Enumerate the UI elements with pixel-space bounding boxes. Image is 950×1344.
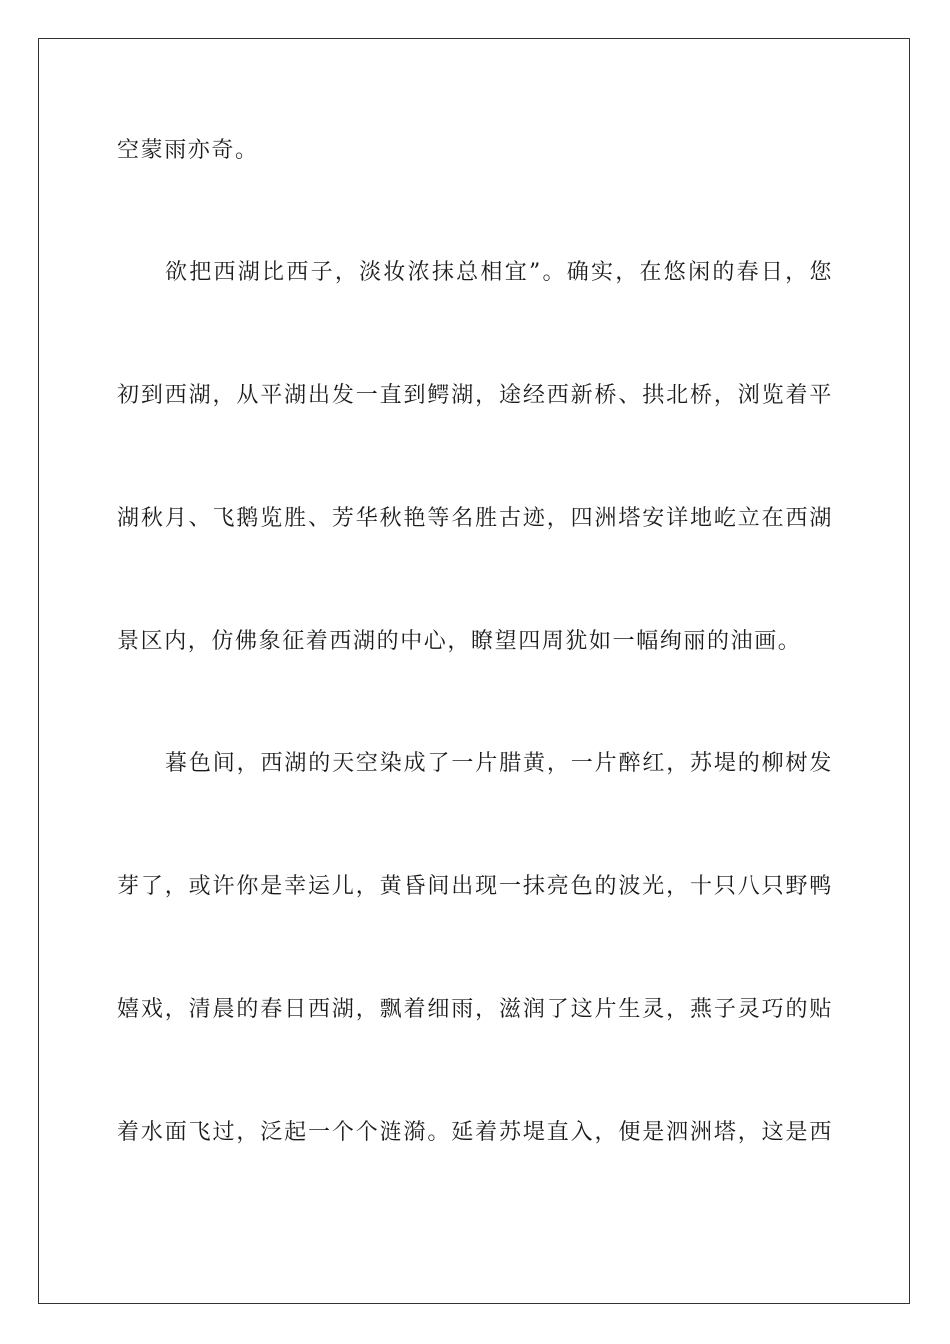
page-border [38,38,910,1304]
text-line-6: 暮色间，西湖的天空染成了一片腊黄，一片醉红，苏堤的柳树发 [165,751,833,776]
text-line-9: 着水面飞过，泛起一个个涟漪。延着苏堤直入，便是泗洲塔，这是西 [117,1120,833,1145]
text-line-4: 湖秋月、飞鹅览胜、芳华秋艳等名胜古迹，四洲塔安详地屹立在西湖 [117,506,833,531]
text-line-5: 景区内，仿佛象征着西湖的中心，瞭望四周犹如一幅绚丽的油画。 [117,629,802,654]
text-line-1: 空蒙雨亦奇。 [117,138,259,163]
text-line-2: 欲把西湖比西子，淡妆浓抹总相宜”。确实，在悠闲的春日，您 [165,260,833,285]
text-line-8: 嬉戏，清晨的春日西湖，飘着细雨，滋润了这片生灵，燕子灵巧的贴 [117,997,833,1022]
text-line-3: 初到西湖，从平湖出发一直到鳄湖，途经西新桥、拱北桥，浏览着平 [117,383,833,408]
text-line-7: 芽了，或许你是幸运儿，黄昏间出现一抹亮色的波光，十只八只野鸭 [117,874,833,899]
